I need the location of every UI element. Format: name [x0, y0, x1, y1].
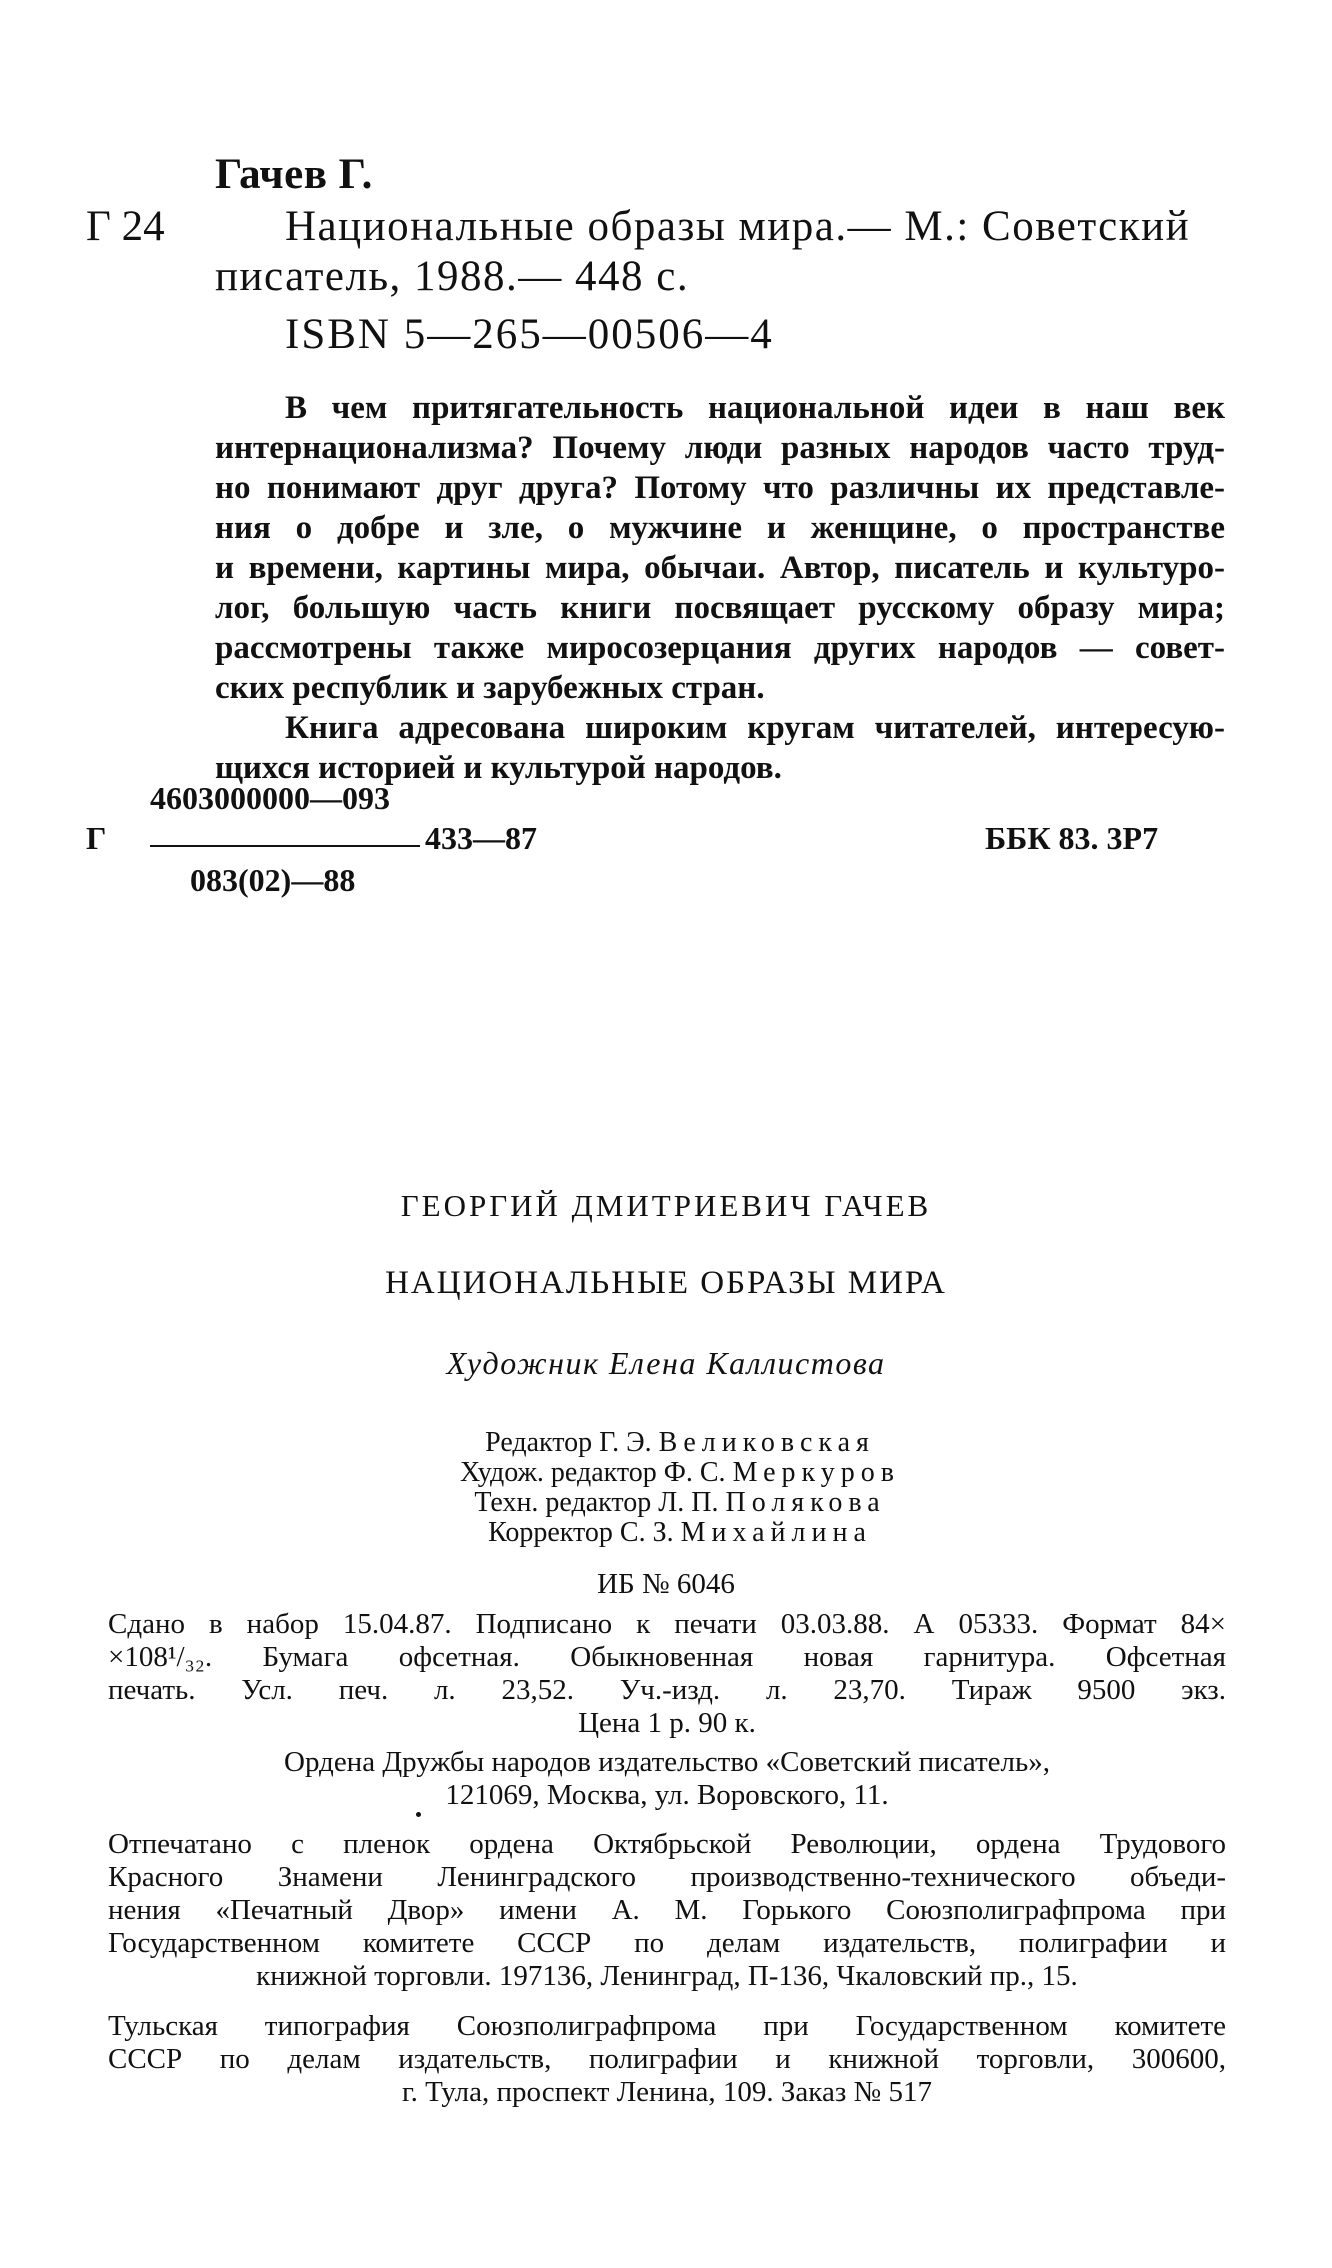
classification-code-mid: 433—87: [425, 820, 537, 856]
annotation-line: и времени, картины мира, обычаи. Автор, писатель и культуро-: [215, 550, 1225, 586]
annotation-line: лог, большую часть книги посвящает русскому образу мира;: [215, 590, 1225, 626]
production-line: печать. Усл. печ. л. 23,52. Уч.-изд. л. 23,70. Тираж 9500 экз.: [108, 1674, 1226, 1706]
production-details: [108, 1608, 1226, 1812]
staff-role: Худож. редактор Ф. С.: [460, 1457, 726, 1488]
shelf-mark: Г 24: [86, 203, 165, 250]
price: Цена 1 р. 90 к.: [578, 1707, 756, 1739]
annotation: [215, 388, 1225, 788]
printer-line: Красного Знамени Ленинградского производственно-технического объеди-: [108, 1861, 1226, 1893]
printer-line: Государственном комитете СССР по делам издательств, полиграфии и: [108, 1927, 1226, 1959]
production-line: Сдано в набор 15.04.87. Подписано к печати 03.03.88. А 05333. Формат 84×: [108, 1608, 1226, 1640]
annotation-line: Книга адресована широким кругам читателей, интересую-: [285, 710, 1225, 746]
annotation-line: ния о добре и зле, о мужчине и женщине, о пространстве: [215, 510, 1225, 546]
classification-code-top: 4603000000—093: [150, 780, 390, 816]
annotation-line: щихся историей и культурой народов.: [215, 750, 782, 786]
annotation-line: рассмотрены также миросозерцания других народов — совет-: [215, 630, 1225, 666]
staff-role: Техн. редактор Л. П.: [474, 1487, 719, 1518]
classification-code-bottom: 083(02)—88: [190, 862, 356, 898]
staff-name: Полякова: [725, 1487, 886, 1518]
author-name: Гачев Г.: [215, 151, 373, 198]
staff-role: Редактор Г. Э.: [485, 1427, 652, 1458]
printer-details: [108, 1828, 1226, 1993]
typography-line: СССР по делам издательств, полиграфии и книжной торговли, 300600,: [108, 2043, 1226, 2075]
staff-name: Меркуров: [732, 1457, 900, 1488]
typography-line: г. Тула, проспект Ленина, 109. Заказ № 517: [402, 2076, 932, 2108]
publisher-line: 121069, Москва, ул. Воровского, 11.: [445, 1779, 889, 1811]
publisher-line: Ордена Дружбы народов издательство «Советский писатель»,: [284, 1746, 1050, 1778]
staff-name: Михайлина: [680, 1517, 872, 1548]
annotation-line: интернационализма? Почему люди разных народов часто труд-: [215, 430, 1225, 466]
bibliographic-title-line-2: писатель, 1988.— 448 с.: [215, 253, 690, 300]
ib-number: ИБ № 6046: [597, 1568, 735, 1600]
staff-line: [380, 1428, 980, 1458]
author-full-name: ГЕОРГИЙ ДМИТРИЕВИЧ ГАЧЕВ: [400, 1188, 932, 1223]
book-title: НАЦИОНАЛЬНЫЕ ОБРАЗЫ МИРА: [385, 1265, 947, 1301]
annotation-line: ских республик и зарубежных стран.: [215, 670, 765, 706]
annotation-line: В чем притягательность национальной идеи в наш век: [285, 390, 1225, 426]
staff-name: Великовская: [658, 1427, 875, 1458]
staff-line: [380, 1458, 980, 1488]
artist-credit: Художник Елена Каллистова: [446, 1345, 886, 1381]
classification-rule: [150, 845, 420, 847]
staff-line: [380, 1488, 980, 1518]
isbn: ISBN 5—265—00506—4: [285, 311, 774, 358]
bbk-index: ББК 83. 3Р7: [985, 820, 1159, 856]
printer-line: книжной торговли. 197136, Ленинград, П-136, Чкаловский пр., 15.: [256, 1960, 1078, 1992]
separator-dot: [416, 1812, 421, 1817]
typography-details: [108, 2010, 1226, 2109]
staff-credits: [380, 1428, 980, 1548]
annotation-line: но понимают друг друга? Потому что различны их представле-: [215, 470, 1225, 506]
bibliographic-title-line-1: Национальные образы мира.— М.: Советский: [285, 203, 1191, 250]
production-line: ×108¹/₃₂. Бумага офсетная. Обыкновенная новая гарнитура. Офсетная: [108, 1641, 1226, 1673]
staff-role: Корректор С. З.: [488, 1517, 674, 1548]
printer-line: Отпечатано с пленок ордена Октябрьской Революции, ордена Трудового: [108, 1828, 1226, 1860]
printer-line: нения «Печатный Двор» имени А. М. Горького Союзполиграфпрома при: [108, 1894, 1226, 1926]
classification-letter: Г: [86, 820, 107, 856]
staff-line: [380, 1518, 980, 1548]
typography-line: Тульская типография Союзполиграфпрома при Государственном комитете: [108, 2010, 1226, 2042]
